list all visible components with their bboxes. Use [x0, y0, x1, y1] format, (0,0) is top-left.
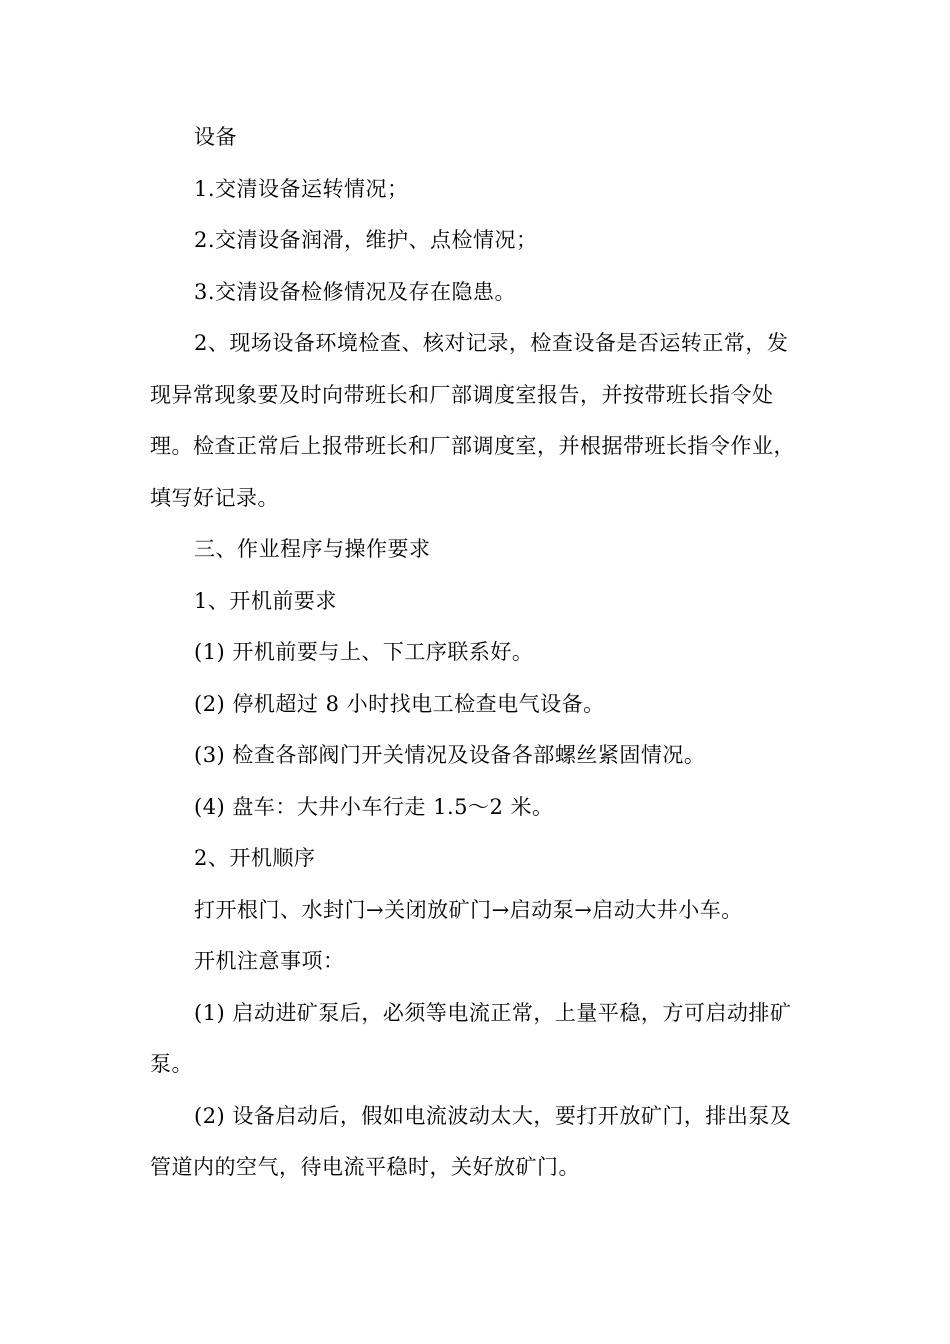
list-item-pre-start-1: (1) 开机前要与上、下工序联系好。: [194, 640, 534, 664]
subheading-pre-start: 1、开机前要求: [194, 588, 337, 613]
paragraph-item-2: 2.交清设备润滑，维护、点检情况；: [194, 228, 538, 252]
subheading-start-notes: 开机注意事项：: [194, 949, 345, 973]
paragraph-start-sequence: 打开根门、水封门→关闭放矿门→启动泵→启动大井小车。: [194, 897, 743, 922]
section-heading-procedure: 三、作业程序与操作要求: [194, 537, 431, 561]
document-body: [150, 112, 800, 1194]
list-item-pre-start-2: (2) 停机超过 8 小时找电工检查电气设备。: [194, 691, 605, 716]
list-item-pre-start-4: (4) 盘车：大井小车行走 1.5～2 米。: [194, 794, 554, 819]
list-item-start-note-2: (2) 设备启动后，假如电流波动太大，要打开放矿门，排出泵及管道内的空气，待电流平稳时，关好放矿门。: [150, 1103, 792, 1179]
paragraph-site-inspection: 2、现场设备环境检查、核对记录，检查设备是否运转正常，发现异常现象要及时向带班长和厂部调度室报告，并按带班长指令处理。检查正常后上报带班长和厂部调度室，并根据带班长指令作业，填写好记录。: [150, 331, 795, 510]
paragraph-item-1: 1.交清设备运转情况；: [194, 176, 409, 201]
paragraph-equipment-heading: 设备: [194, 125, 237, 149]
list-item-start-note-1: (1) 启动进矿泵后，必须等电流正常，上量平稳，方可启动排矿泵。: [150, 1000, 792, 1076]
subheading-start-sequence: 2、开机顺序: [194, 846, 316, 870]
list-item-pre-start-3: (3) 检查各部阀门开关情况及设备各部螺丝紧固情况。: [194, 743, 706, 767]
paragraph-item-3: 3.交清设备检修情况及存在隐患。: [194, 279, 517, 304]
